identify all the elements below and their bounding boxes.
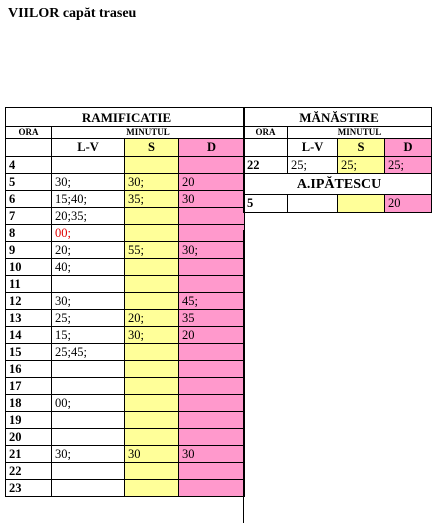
hour-cell: 15 xyxy=(6,344,52,361)
lv-cell: 25; xyxy=(288,157,338,174)
table-row xyxy=(6,480,245,497)
ramificatie-title: RAMIFICATIE xyxy=(6,108,245,127)
lv-cell xyxy=(52,276,125,293)
lv-cell: 15;40; xyxy=(52,191,125,208)
saturday-cell xyxy=(125,208,179,225)
divider xyxy=(243,230,244,523)
table-row xyxy=(6,395,245,412)
lv-cell: 30; xyxy=(52,293,125,310)
lv-cell: 30; xyxy=(52,446,125,463)
lv-cell: 20; xyxy=(52,242,125,259)
sunday-cell: 20 xyxy=(385,195,432,213)
table-row xyxy=(6,463,245,480)
saturday-cell xyxy=(338,195,385,213)
table-row xyxy=(6,429,245,446)
table-row xyxy=(6,310,245,327)
sunday-cell: 25; xyxy=(385,157,432,174)
lv-cell xyxy=(52,429,125,446)
hour-cell: 11 xyxy=(6,276,52,293)
hour-cell: 5 xyxy=(6,174,52,191)
hour-cell: 8 xyxy=(6,225,52,242)
saturday-cell: 30; xyxy=(125,174,179,191)
hour-cell: 16 xyxy=(6,361,52,378)
hour-cell: 7 xyxy=(6,208,52,225)
saturday-cell xyxy=(125,293,179,310)
saturday-header: S xyxy=(338,139,385,157)
sunday-cell: 20 xyxy=(179,174,245,191)
lv-cell xyxy=(52,412,125,429)
table-row xyxy=(6,191,245,208)
table-row xyxy=(6,293,245,310)
saturday-cell: 35; xyxy=(125,191,179,208)
saturday-cell: 55; xyxy=(125,242,179,259)
saturday-cell xyxy=(125,378,179,395)
sunday-cell: 45; xyxy=(179,293,245,310)
table-row xyxy=(6,225,245,242)
sunday-cell xyxy=(179,225,245,242)
sunday-cell: 30 xyxy=(179,446,245,463)
lv-header: L-V xyxy=(288,139,338,157)
table-row xyxy=(6,259,245,276)
saturday-cell xyxy=(125,395,179,412)
saturday-header: S xyxy=(125,139,179,157)
hour-cell: 17 xyxy=(6,378,52,395)
sunday-cell xyxy=(179,395,245,412)
saturday-cell xyxy=(125,259,179,276)
lv-cell xyxy=(52,157,125,174)
hour-cell: 19 xyxy=(6,412,52,429)
sunday-cell xyxy=(179,344,245,361)
table-row xyxy=(6,157,245,174)
sunday-cell xyxy=(179,208,245,225)
sunday-cell: 35 xyxy=(179,310,245,327)
empty-header-cell xyxy=(6,139,52,157)
table-row xyxy=(244,195,432,213)
lv-cell: 00; xyxy=(52,225,125,242)
sunday-cell xyxy=(179,276,245,293)
saturday-cell xyxy=(125,412,179,429)
table-row xyxy=(6,276,245,293)
saturday-cell xyxy=(125,344,179,361)
saturday-cell xyxy=(125,463,179,480)
saturday-cell xyxy=(125,225,179,242)
lv-cell xyxy=(52,480,125,497)
sunday-cell: 30 xyxy=(179,191,245,208)
table-row xyxy=(6,378,245,395)
hour-cell: 5 xyxy=(244,195,288,213)
sunday-cell xyxy=(179,463,245,480)
table-row xyxy=(6,412,245,429)
table-row xyxy=(6,242,245,259)
hour-cell: 21 xyxy=(6,446,52,463)
hour-cell: 12 xyxy=(6,293,52,310)
hour-cell: 10 xyxy=(6,259,52,276)
saturday-cell: 25; xyxy=(338,157,385,174)
lv-cell xyxy=(52,361,125,378)
sunday-cell: 30; xyxy=(179,242,245,259)
hour-cell: 13 xyxy=(6,310,52,327)
ipatescu-title: A.IPĂTESCU xyxy=(244,174,432,195)
lv-cell: 25;45; xyxy=(52,344,125,361)
saturday-cell xyxy=(125,276,179,293)
ramificatie-timetable xyxy=(5,107,245,497)
saturday-cell xyxy=(125,361,179,378)
lv-cell: 40; xyxy=(52,259,125,276)
empty-header-cell xyxy=(244,139,288,157)
manastire-timetable xyxy=(243,107,432,213)
table-row xyxy=(244,157,432,174)
lv-cell xyxy=(288,195,338,213)
table-row xyxy=(6,344,245,361)
saturday-cell: 30 xyxy=(125,446,179,463)
table-row xyxy=(6,327,245,344)
table-row xyxy=(6,446,245,463)
sunday-cell xyxy=(179,429,245,446)
sunday-cell xyxy=(179,480,245,497)
lv-cell: 20;35; xyxy=(52,208,125,225)
sunday-header: D xyxy=(179,139,245,157)
lv-cell xyxy=(52,463,125,480)
saturday-cell xyxy=(125,480,179,497)
table-row xyxy=(6,174,245,191)
ora-header: ORA xyxy=(6,127,52,139)
sunday-cell xyxy=(179,157,245,174)
hour-cell: 23 xyxy=(6,480,52,497)
manastire-title: MĂNĂSTIRE xyxy=(244,108,432,127)
lv-cell: 25; xyxy=(52,310,125,327)
hour-cell: 4 xyxy=(6,157,52,174)
hour-cell: 6 xyxy=(6,191,52,208)
lv-cell xyxy=(52,378,125,395)
lv-cell: 15; xyxy=(52,327,125,344)
lv-cell: 00; xyxy=(52,395,125,412)
table-row xyxy=(6,208,245,225)
lv-header: L-V xyxy=(52,139,125,157)
sunday-cell xyxy=(179,412,245,429)
hour-cell: 22 xyxy=(244,157,288,174)
ora-header: ORA xyxy=(244,127,288,139)
minutul-header: MINUTUL xyxy=(52,127,245,139)
hour-cell: 18 xyxy=(6,395,52,412)
sunday-cell xyxy=(179,361,245,378)
lv-cell: 30; xyxy=(52,174,125,191)
saturday-cell: 30; xyxy=(125,327,179,344)
hour-cell: 20 xyxy=(6,429,52,446)
hour-cell: 14 xyxy=(6,327,52,344)
sunday-cell: 20 xyxy=(179,327,245,344)
saturday-cell xyxy=(125,429,179,446)
hour-cell: 9 xyxy=(6,242,52,259)
minutul-header: MINUTUL xyxy=(288,127,432,139)
hour-cell: 22 xyxy=(6,463,52,480)
sunday-header: D xyxy=(385,139,432,157)
saturday-cell: 20; xyxy=(125,310,179,327)
sunday-cell xyxy=(179,259,245,276)
saturday-cell xyxy=(125,157,179,174)
sunday-cell xyxy=(179,378,245,395)
table-row xyxy=(6,361,245,378)
page-title: VIILOR capăt traseu xyxy=(8,6,137,21)
